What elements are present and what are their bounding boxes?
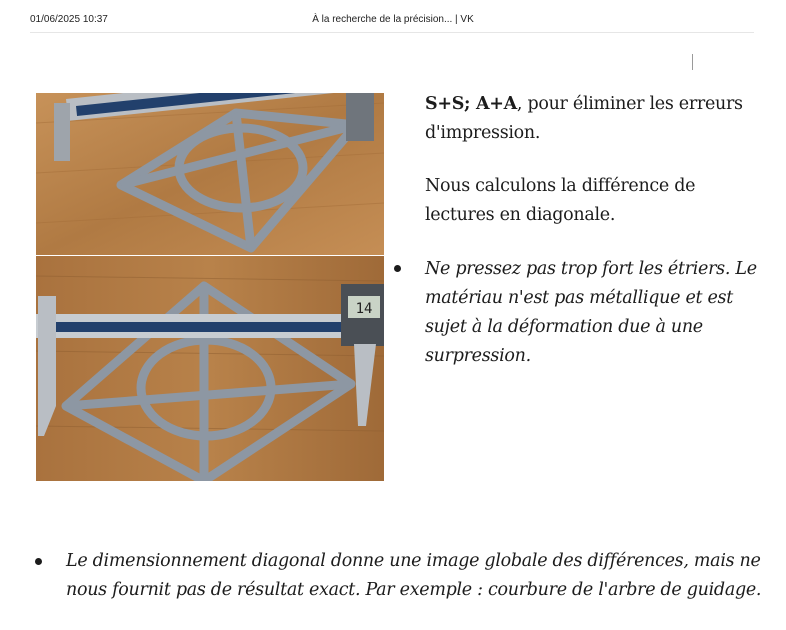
print-title: À la recherche de la précision... | VK (312, 14, 474, 25)
list-item-diagonal-dimensioning: Le dimensionnement diagonal donne une image globale des différences, mais ne nous fournit pas de résultat exact. Par exemple : courbure de l'arbre de guidage. (66, 551, 762, 600)
print-date: 01/06/2025 10:37 (30, 14, 108, 25)
formula-text: S+S; A+A (425, 94, 517, 114)
list-item-caliper-pressure: Ne pressez pas trop fort les étriers. Le matériau n'est pas métallique et est sujet à la déformation due à une surpression. (425, 259, 757, 366)
bullet-dot (35, 558, 42, 565)
header-divider (30, 32, 754, 33)
paragraph-measurement-method (425, 90, 765, 148)
caliper-readout: 14 (355, 301, 373, 317)
print-header (0, 14, 786, 28)
text-cursor (692, 54, 693, 70)
photo-caliper-top (36, 93, 384, 255)
paragraph-diagonal: Nous calculons la différence de lectures en diagonale. (425, 176, 696, 225)
formula-explanation: , pour éliminer les erreurs d'impression. (425, 94, 743, 143)
photo-caliper-bottom (36, 256, 384, 481)
bullet-dot (394, 265, 401, 272)
